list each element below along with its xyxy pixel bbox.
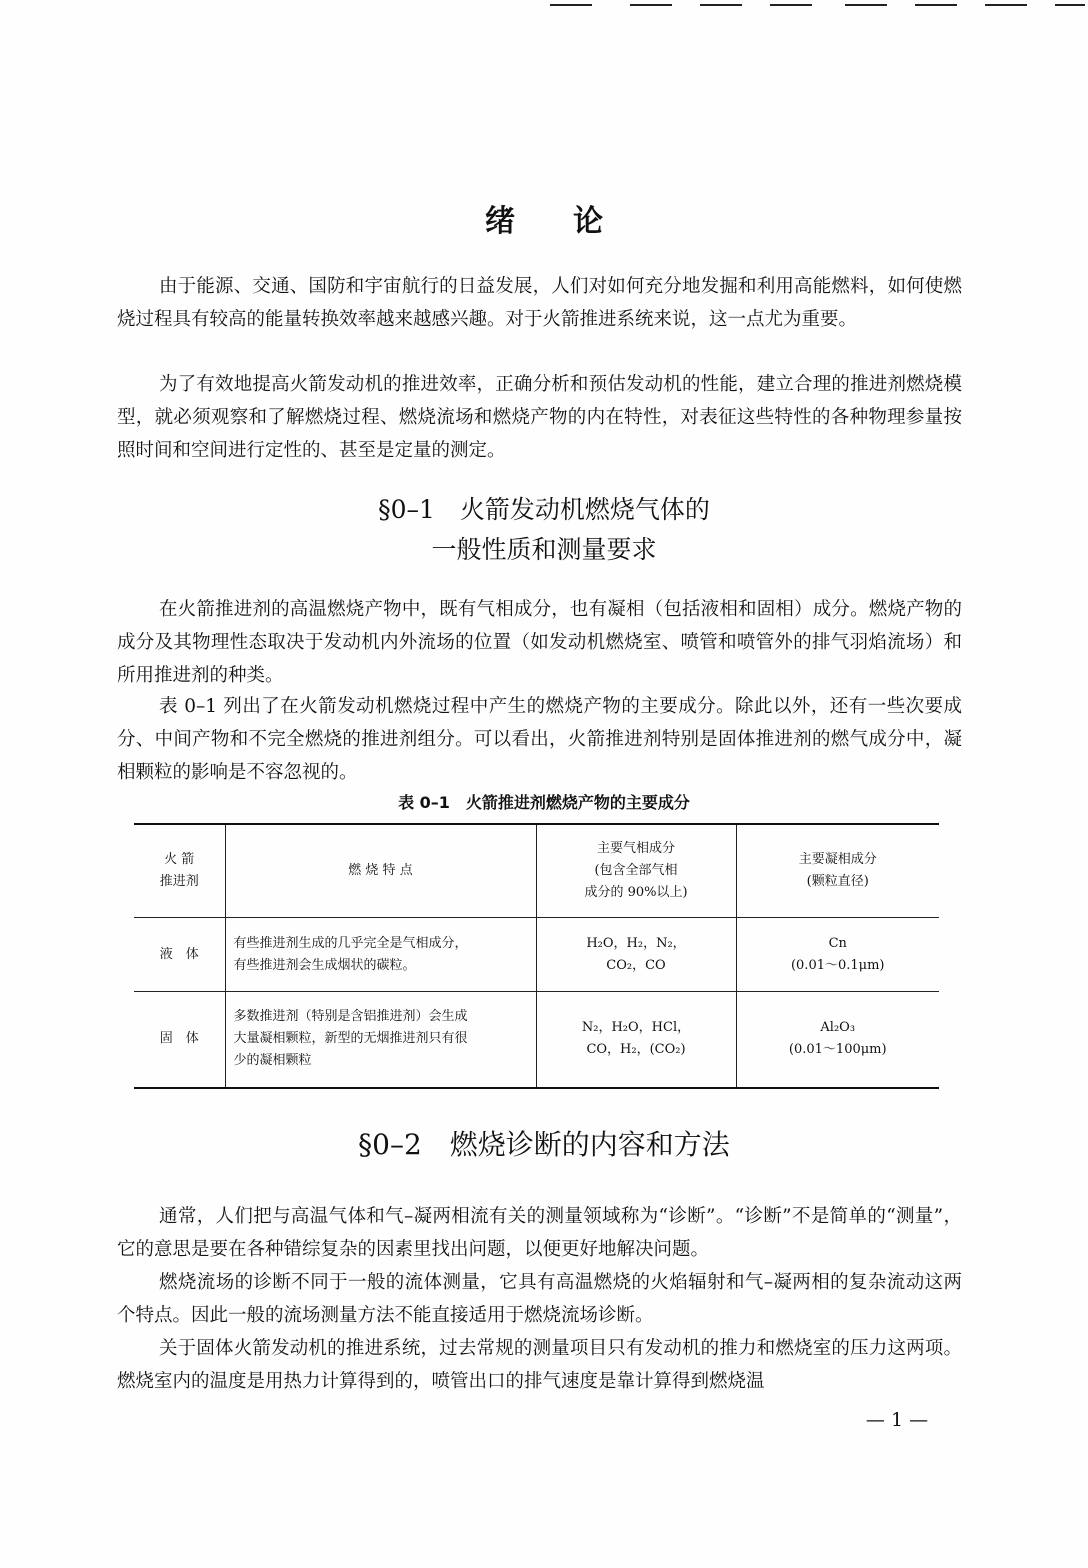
table-header-row: [134, 824, 939, 918]
table-row: [134, 918, 939, 992]
cell-gas-phase: N₂，H₂O，HCl， CO，H₂，(CO₂): [536, 992, 736, 1088]
table-row: [134, 992, 939, 1088]
section-2-title: §0–2 燃烧诊断的内容和方法: [358, 1128, 730, 1161]
table-caption: 表 0–1 火箭推进剂燃烧产物的主要成分: [398, 793, 690, 812]
cell-propellant-type: 液 体: [134, 918, 225, 992]
section-1-paragraph-2: 表 0–1 列出了在火箭发动机燃烧过程中产生的燃烧产物的主要成分。除此以外，还有一些次要成分、中间产物和不完全燃烧的推进剂组分。可以看出，火箭推进剂特别是固体推进剂的燃气成分中，凝相颗粒的影响是不容忽视的。: [117, 696, 962, 783]
chapter-title: 绪论: [485, 204, 661, 239]
section-1-title-line-2: 一般性质和测量要求: [431, 535, 657, 564]
section-1-paragraph-1: 在火箭推进剂的高温燃烧产物中，既有气相成分，也有凝相（包括液相和固相）成分。燃烧产物的成分及其物理性态取决于发动机内外流场的位置（如发动机燃烧室、喷管和喷管外的排气羽焰流场）和所用推进剂的种类。: [117, 599, 962, 686]
combustion-products-table: [134, 823, 939, 1089]
section-2-paragraph-1: 通常，人们把与高温气体和气–凝两相流有关的测量领域称为“诊断”。“诊断”不是简单的“测量”，它的意思是要在各种错综复杂的因素里找出问题，以便更好地解决问题。: [117, 1206, 962, 1260]
intro-paragraph-2: 为了有效地提高火箭发动机的推进效率，正确分析和预估发动机的性能，建立合理的推进剂燃烧模型，就必须观察和了解燃烧过程、燃烧流场和燃烧产物的内在特性，对表征这些特性的各种物理参量按照时间和空间进行定性的、甚至是定量的测定。: [117, 374, 962, 461]
cell-condensed-phase: Cn (0.01～0.1μm): [736, 918, 939, 992]
page-number: — 1 —: [865, 1409, 929, 1431]
cell-features: 有些推进剂生成的几乎完全是气相成分， 有些推进剂会生成烟状的碳粒。: [225, 918, 536, 992]
header-gas-phase: 主要气相成分 (包含全部气相 成分的 90%以上): [536, 824, 736, 918]
cell-propellant-type: 固 体: [134, 992, 225, 1088]
cell-condensed-phase: Al₂O₃ (0.01～100μm): [788, 1020, 887, 1058]
section-2-paragraph-3: 关于固体火箭发动机的推进系统，过去常规的测量项目只有发动机的推力和燃烧室的压力这两项。燃烧室内的温度是用热力计算得到的，喷管出口的排气速度是靠计算得到燃烧温: [117, 1338, 962, 1392]
header-propellant: 火 箭 推进剂: [134, 824, 225, 918]
top-edge-marks: [540, 0, 1088, 14]
section-2-paragraph-2: 燃烧流场的诊断不同于一般的流体测量，它具有高温燃烧的火焰辐射和气–凝两相的复杂流动这两个特点。因此一般的流场测量方法不能直接适用于燃烧流场诊断。: [117, 1272, 962, 1326]
header-combustion-features: 燃 烧 特 点: [225, 824, 536, 918]
cell-gas-phase: H₂O，H₂，N₂， CO₂，CO: [536, 918, 736, 992]
cell-features: 多数推进剂（特别是含铝推进剂）会生成 大量凝相颗粒，新型的无烟推进剂只有很 少的凝相颗粒: [225, 992, 536, 1088]
header-condensed-phase: 主要凝相成分 (颗粒直径): [736, 824, 939, 918]
section-1-title-line-1: §0–1 火箭发动机燃烧气体的: [378, 495, 710, 524]
intro-paragraph-1: 由于能源、交通、国防和宇宙航行的日益发展，人们对如何充分地发掘和利用高能燃料，如何使燃烧过程具有较高的能量转换效率越来越感兴趣。对于火箭推进系统来说，这一点尤为重要。: [117, 276, 962, 330]
